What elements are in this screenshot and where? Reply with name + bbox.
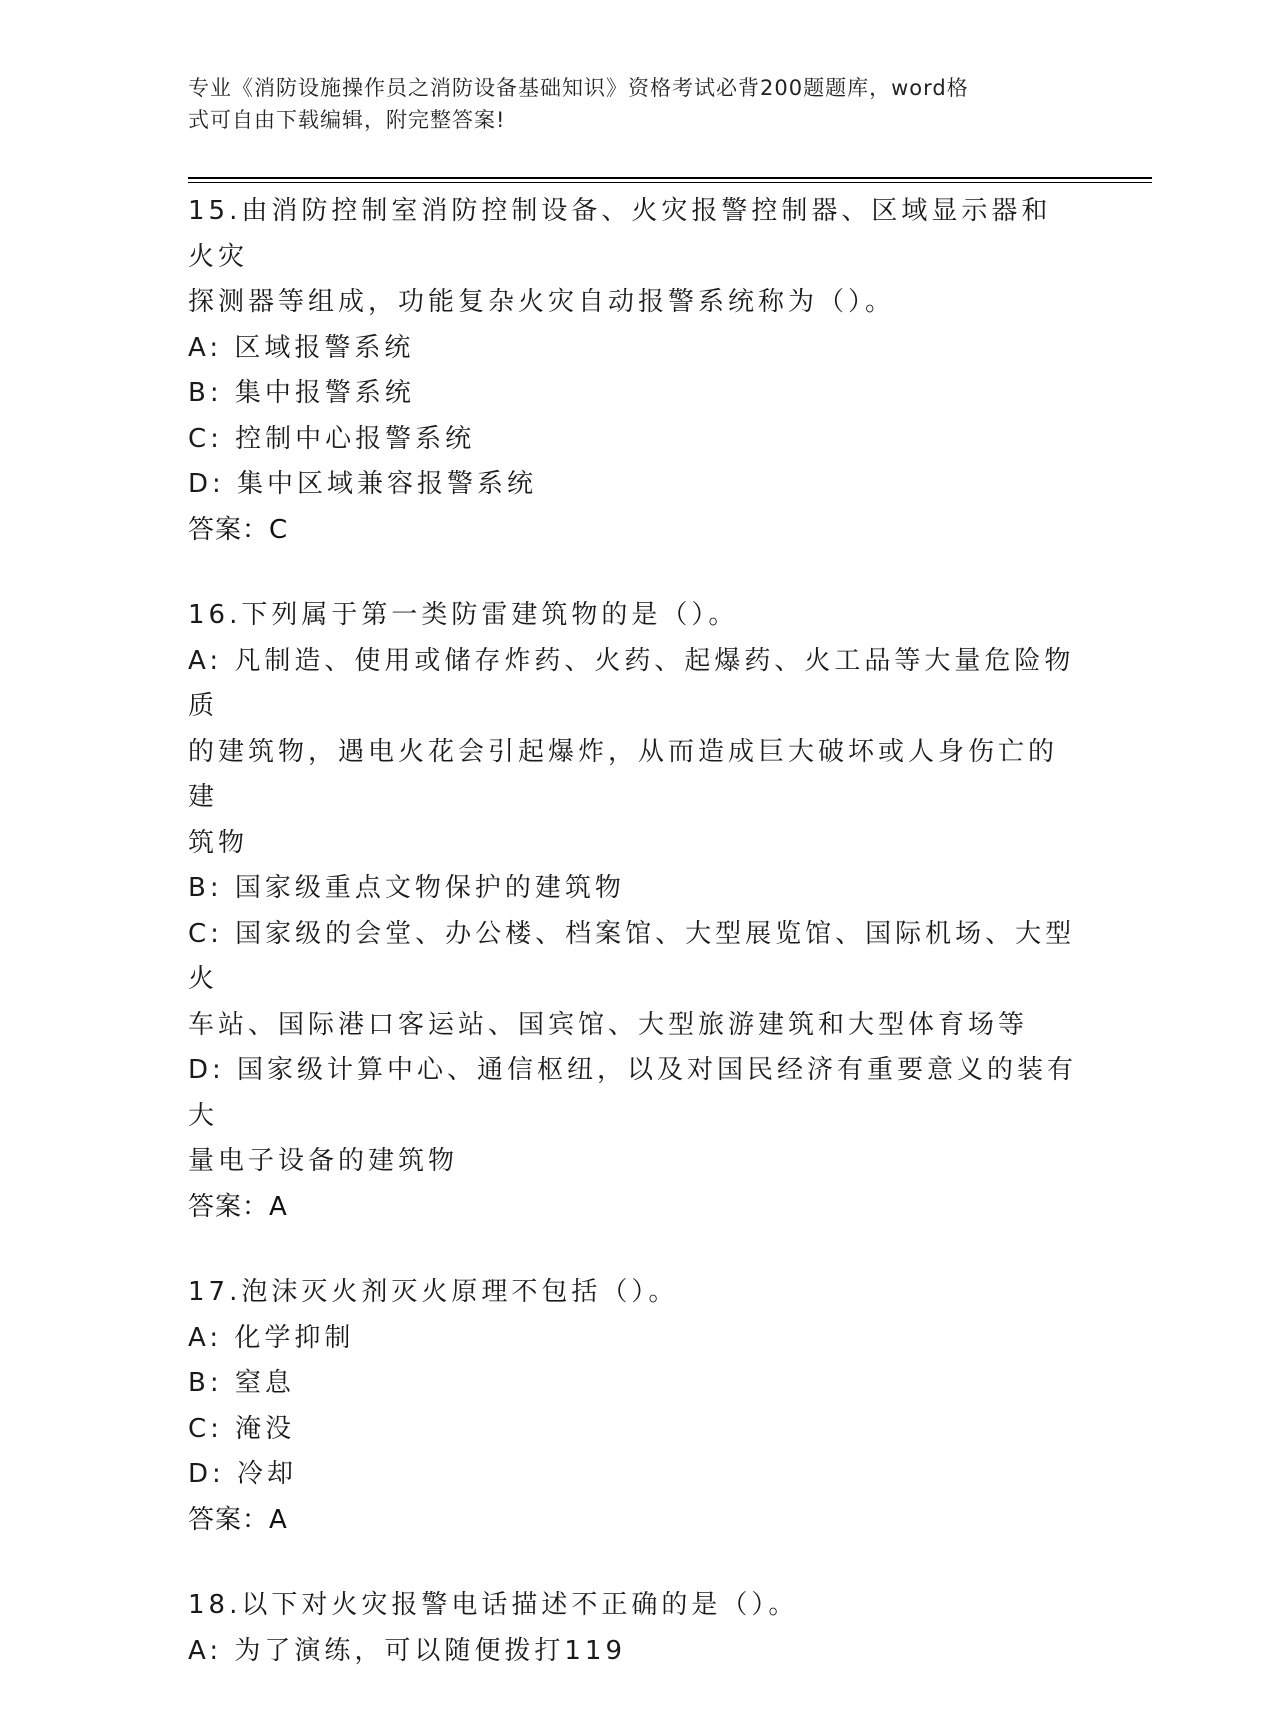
question-list — [188, 189, 1078, 1714]
option-line: A: 区域报警系统 — [188, 332, 415, 363]
option-line: D: 集中区域兼容报警系统 — [188, 469, 538, 499]
option-line: D: 冷却 — [188, 1459, 298, 1489]
header-divider-thick — [188, 177, 1152, 179]
question-block — [188, 1270, 1078, 1543]
option-line: B: 窒息 — [188, 1368, 295, 1398]
question-stem-line: 18.以下对火灾报警电话描述不正确的是（）。 — [188, 1590, 799, 1620]
option-line: 车站、国际港口客运站、国宾馆、大型旅游建筑和大型体育场等 — [188, 1009, 1029, 1040]
option-line: A: 为了演练，可以随便拨打119 — [188, 1635, 626, 1666]
option-line: A: 化学抑制 — [188, 1322, 355, 1353]
question-block — [188, 1583, 1078, 1674]
header-divider-thin — [188, 182, 1152, 183]
option-line: D: 国家级计算中心、通信枢纽，以及对国民经济有重要意义的装有大 — [188, 1055, 1078, 1131]
option-line: C: 国家级的会堂、办公楼、档案馆、大型展览馆、国际机场、大型火 — [188, 918, 1076, 994]
question-block — [188, 189, 1078, 553]
header-line-1: 专业《消防设施操作员之消防设备基础知识》资格考试必背200题题库，word格 — [188, 76, 969, 100]
question-stem-line: 探测器等组成，功能复杂火灾自动报警系统称为（）。 — [188, 287, 896, 317]
option-line: C: 淹没 — [188, 1413, 296, 1444]
option-line: 的建筑物，遇电火花会引起爆炸，从而造成巨大破坏或人身伤亡的建 — [188, 736, 1059, 812]
answer-line: 答案：A — [188, 1191, 288, 1222]
header-line-2: 式可自由下载编辑，附完整答案! — [188, 108, 506, 132]
option-line: A: 凡制造、使用或储存炸药、火药、起爆药、火工品等大量危险物质 — [188, 645, 1075, 721]
question-stem-line: 17.泡沫灭火剂灭火原理不包括（）。 — [188, 1277, 679, 1307]
answer-line: 答案：A — [188, 1504, 288, 1535]
document-header — [188, 72, 1068, 136]
option-line: 量电子设备的建筑物 — [188, 1146, 459, 1176]
answer-line: 答案：C — [188, 514, 289, 545]
question-block — [188, 593, 1078, 1230]
question-stem-line: 15.由消防控制室消防控制设备、火灾报警控制器、区域显示器和火灾 — [188, 196, 1052, 272]
option-line: 筑物 — [188, 827, 249, 858]
option-line: C: 控制中心报警系统 — [188, 423, 476, 454]
option-line: B: 集中报警系统 — [188, 378, 415, 408]
option-line: B: 国家级重点文物保护的建筑物 — [188, 873, 625, 903]
question-stem-line: 16.下列属于第一类防雷建筑物的是（）。 — [188, 600, 739, 630]
